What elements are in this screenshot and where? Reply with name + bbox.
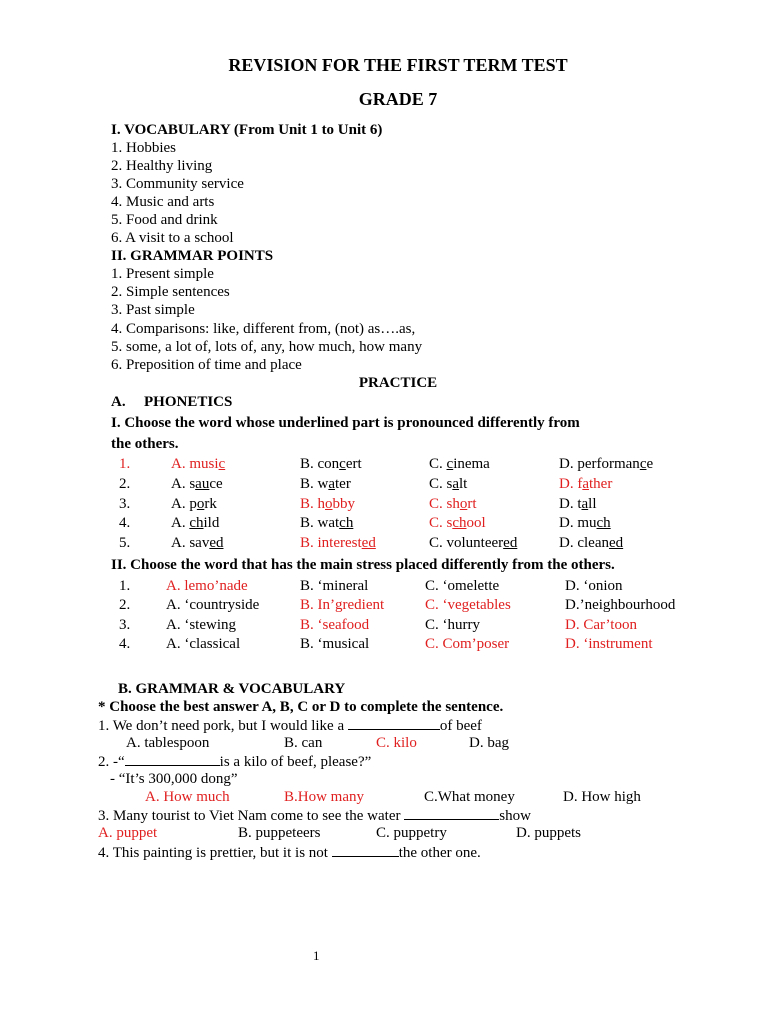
option-a: A. saved (171, 535, 224, 551)
option-a: A. music (171, 456, 226, 472)
option-c: C. Com’poser (425, 636, 510, 652)
q1-option-d: D. bag (469, 735, 509, 751)
option-b: B. water (300, 476, 351, 492)
phonetics-q1-line2: the others. (111, 436, 179, 452)
row-number: 5. (119, 535, 131, 551)
grammar-item: 4. Comparisons: like, different from, (not) as….as, (111, 321, 416, 337)
q2-option-d: D. How high (563, 789, 641, 805)
grammar-item: 1. Present simple (111, 266, 214, 282)
q2-option-a: A. How much (145, 789, 230, 805)
vocab-item: 4. Music and arts (111, 194, 215, 210)
row-number: 4. (119, 515, 131, 531)
option-b: B. ‘mineral (300, 578, 369, 594)
option-b: B. hobby (300, 496, 356, 512)
vocab-item: 2. Healthy living (111, 158, 213, 174)
vocab-heading: I. VOCABULARY (From Unit 1 to Unit 6) (111, 122, 383, 138)
option-b: B. ‘seafood (300, 617, 370, 633)
section-b-heading: B. GRAMMAR & VOCABULARY (118, 681, 346, 697)
row-number: 3. (119, 617, 131, 633)
option-a: A. lemo’nade (166, 578, 248, 594)
option-d: D. performance (559, 456, 654, 472)
question-3: 3. Many tourist to Viet Nam come to see the water show (98, 808, 531, 824)
option-c: C. salt (429, 476, 468, 492)
option-c: C. short (429, 496, 477, 512)
document-title: REVISION FOR THE FIRST TERM TEST (228, 55, 568, 75)
option-d: D. ‘onion (565, 578, 623, 594)
option-c: C. ‘vegetables (425, 597, 511, 613)
row-number: 4. (119, 636, 131, 652)
option-c: C. cinema (429, 456, 490, 472)
row-number: 1. (119, 456, 131, 472)
grammar-item: 2. Simple sentences (111, 284, 230, 300)
question-2-reply: - “It’s 300,000 dong” (110, 771, 238, 787)
q1-option-c: C. kilo (376, 735, 417, 751)
option-d: D.’neighbourhood (565, 597, 676, 613)
document-subtitle: GRADE 7 (358, 89, 438, 109)
row-number: 3. (119, 496, 131, 512)
option-a: A. pork (171, 496, 217, 512)
grammar-item: 5. some, a lot of, lots of, any, how much, how many (111, 339, 423, 355)
option-b: B. ‘musical (300, 636, 370, 652)
question-1: 1. We don’t need pork, but I would like a of beef (98, 718, 482, 734)
q1-option-a: A. tablespoon (126, 735, 210, 751)
option-d: D. father (559, 476, 613, 492)
option-d: D. much (559, 515, 611, 531)
stress-question: II. Choose the word that has the main stress placed differently from the others. (111, 557, 615, 573)
phonetics-q1-line1: I. Choose the word whose underlined part is pronounced differently from (111, 415, 580, 431)
option-a: A. ‘countryside (166, 597, 260, 613)
q3-option-c: C. puppetry (376, 825, 447, 841)
vocab-item: 6. A visit to a school (111, 230, 234, 246)
vocab-item: 3. Community service (111, 176, 244, 192)
question-4: 4. This painting is prettier, but it is not the other one. (98, 845, 481, 861)
option-b: B. watch (300, 515, 354, 531)
option-a: A. sauce (171, 476, 223, 492)
option-c: C. ‘omelette (425, 578, 500, 594)
option-d: D. cleaned (559, 535, 624, 551)
section-b-instruction: * Choose the best answer A, B, C or D to complete the sentence. (98, 699, 504, 715)
question-2: 2. -“ is a kilo of beef, please?” (98, 754, 372, 770)
q3-option-b: B. puppeteers (238, 825, 321, 841)
option-b: B. In’gredient (300, 597, 385, 613)
q3-option-a: A. puppet (98, 825, 158, 841)
phonetics-heading: PHONETICS (144, 394, 233, 410)
q2-option-b: B.How many (284, 789, 364, 805)
option-d: D. tall (559, 496, 597, 512)
vocab-item: 1. Hobbies (111, 140, 176, 156)
option-a: A. child (171, 515, 220, 531)
row-number: 2. (119, 597, 131, 613)
row-number: 1. (119, 578, 131, 594)
q1-option-b: B. can (284, 735, 323, 751)
q3-option-d: D. puppets (516, 825, 581, 841)
vocab-item: 5. Food and drink (111, 212, 218, 228)
grammar-item: 3. Past simple (111, 302, 195, 318)
option-b: B. interested (300, 535, 376, 551)
option-b: B. concert (300, 456, 362, 472)
practice-heading: PRACTICE (358, 375, 438, 391)
q2-option-c: C.What money (424, 789, 515, 805)
grammar-heading: II. GRAMMAR POINTS (111, 248, 274, 264)
page-number: 1 (313, 948, 320, 963)
option-d: D. Car’toon (565, 617, 637, 633)
option-c: C. ‘hurry (425, 617, 480, 633)
option-d: D. ‘instrument (565, 636, 653, 652)
option-c: C. school (429, 515, 486, 531)
option-a: A. ‘stewing (166, 617, 236, 633)
phonetics-letter: A. (111, 394, 126, 410)
option-c: C. volunteered (429, 535, 518, 551)
option-a: A. ‘classical (166, 636, 241, 652)
row-number: 2. (119, 476, 131, 492)
grammar-item: 6. Preposition of time and place (111, 357, 302, 373)
